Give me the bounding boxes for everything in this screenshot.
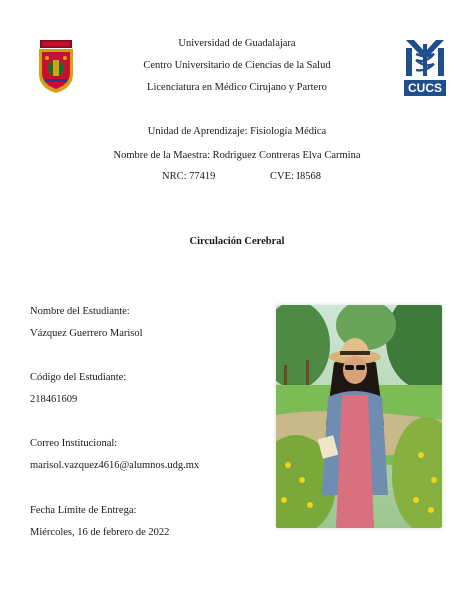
student-photo <box>276 305 442 528</box>
document-title: Circulación Cerebral <box>189 236 285 247</box>
center-name: Centro Universitario de Ciencias de la Salud <box>143 60 331 71</box>
teacher-name: Nombre de la Maestra: Rodriguez Contreras Elva Carmina <box>113 150 361 161</box>
program-name: Licenciatura en Médico Cirujano y Partero <box>147 82 327 93</box>
student-name-label: Nombre del Estudiante: <box>30 306 130 317</box>
deadline-value: Miércoles, 16 de febrero de 2022 <box>30 527 170 538</box>
nrc-code: NRC: 77419 <box>162 171 216 182</box>
cucs-logo-text: CUCS <box>407 81 443 95</box>
student-name-value: Vázquez Guerrero Marisol <box>30 328 143 339</box>
student-code-label: Código del Estudiante: <box>30 372 127 383</box>
deadline-label: Fecha Límite de Entrega: <box>30 505 137 516</box>
student-code-value: 218461609 <box>30 394 78 405</box>
email-label: Correo Institucional: <box>30 438 118 449</box>
email-value: marisol.vazquez4616@alumnos.udg.mx <box>30 460 200 471</box>
cve-code: CVE: I8568 <box>270 171 322 182</box>
course-unit: Unidad de Aprendizaje: Fisiología Médica <box>147 126 327 137</box>
university-name: Universidad de Guadalajara <box>178 38 296 49</box>
